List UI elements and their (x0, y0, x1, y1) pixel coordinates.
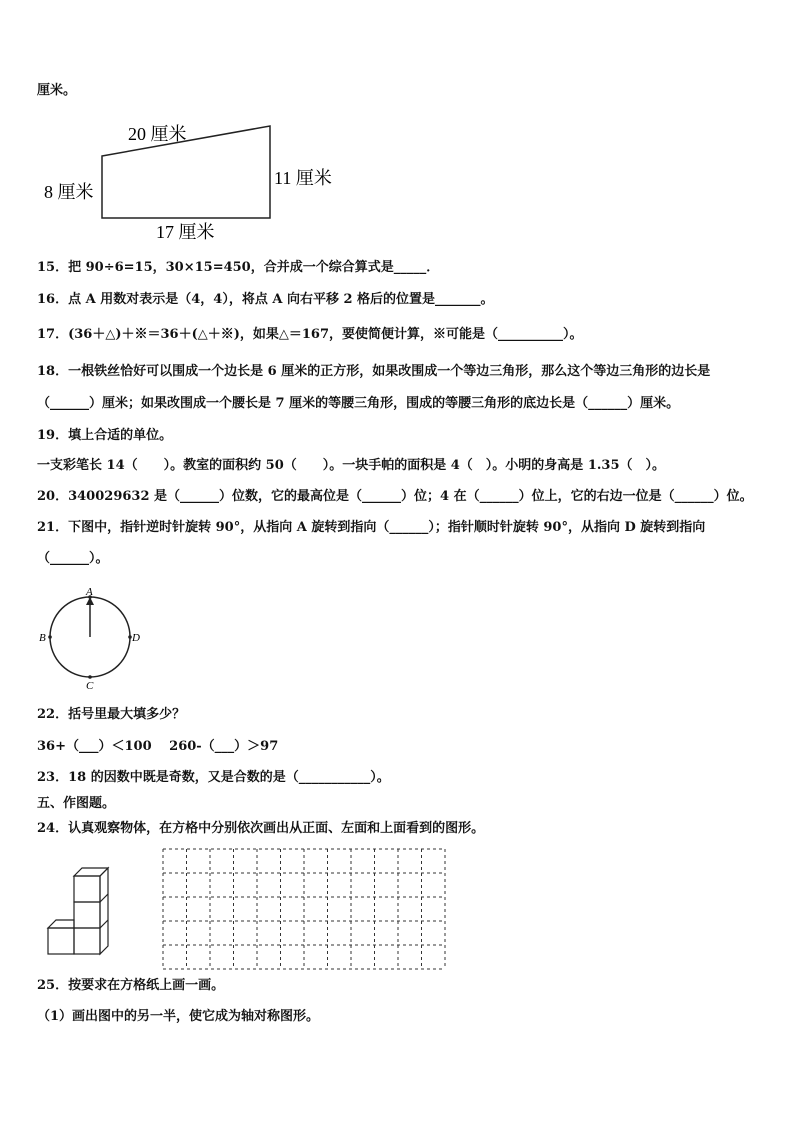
text-line-cm: 厘米。 (37, 83, 77, 98)
trapezoid-right-label: 11 厘米 (274, 168, 332, 188)
question-20: 20．340029632 是（______）位数，它的最高位是（______）位；4 在（______）位上，它的右边一位是（______）位。 (37, 489, 753, 504)
circle-label-d: D (132, 632, 140, 644)
trapezoid-left-label: 8 厘米 (44, 182, 94, 202)
trapezoid-bottom-label: 17 厘米 (156, 222, 215, 242)
question-25: 25．按要求在方格纸上画一画。 (37, 978, 225, 993)
circle-label-a: A (86, 586, 93, 598)
cubes-figure (44, 866, 116, 958)
question-21-line-1: 21．下图中，指针逆时针旋转 90°，从指向 A 旋转到指向（______）；指针顺时针旋转 90°，从指向 D 旋转到指向 (37, 520, 706, 535)
question-24: 24．认真观察物体，在方格中分别依次画出从正面、左面和上面看到的图形。 (37, 821, 485, 836)
question-19-content: 一支彩笔长 14（ ）。教室的面积约 50（ ）。一块手帕的面积是 4（ ）。小明的身高是 1.35（ ）。 (37, 458, 665, 473)
trapezoid-top-label: 20 厘米 (128, 124, 187, 144)
question-23: 23．18 的因数中既是奇数，又是合数的是（___________）。 (37, 770, 390, 785)
trapezoid-figure (40, 118, 350, 246)
circle-label-c: C (86, 680, 94, 692)
question-17: 17．(36＋△)＋※＝36＋(△＋※)，如果△＝167，要使简便计算，※可能是（__________）。 (37, 327, 583, 342)
question-21-line-2: （______）。 (37, 551, 109, 566)
question-18-line-1: 18．一根铁丝恰好可以围成一个边长是 6 厘米的正方形，如果改围成一个等边三角形，那么这个等边三角形的边长是 (37, 364, 711, 379)
question-19: 19．填上合适的单位。 (37, 428, 173, 443)
question-25-part-1: （1）画出图中的另一半，使它成为轴对称图形。 (37, 1009, 320, 1024)
clock-circle-figure (38, 585, 148, 695)
dashed-grid (162, 848, 446, 970)
question-15: 15．把 90÷6=15，30×15=450，合并成一个综合算式是_____． (37, 260, 440, 275)
circle-label-b: B (39, 632, 46, 644)
question-22-content: 36+（___）＜100 260-（___）＞97 (37, 739, 279, 754)
question-22: 22．括号里最大填多少？ (37, 707, 186, 722)
section-5-heading: 五、作图题。 (37, 796, 116, 811)
question-16: 16．点 A 用数对表示是（4，4），将点 A 向右平移 2 格后的位置是_______。 (37, 292, 494, 307)
question-18-line-2: （______）厘米；如果改围成一个腰长是 7 厘米的等腰三角形，围成的等腰三角形的底边长是（______）厘米。 (37, 396, 680, 411)
